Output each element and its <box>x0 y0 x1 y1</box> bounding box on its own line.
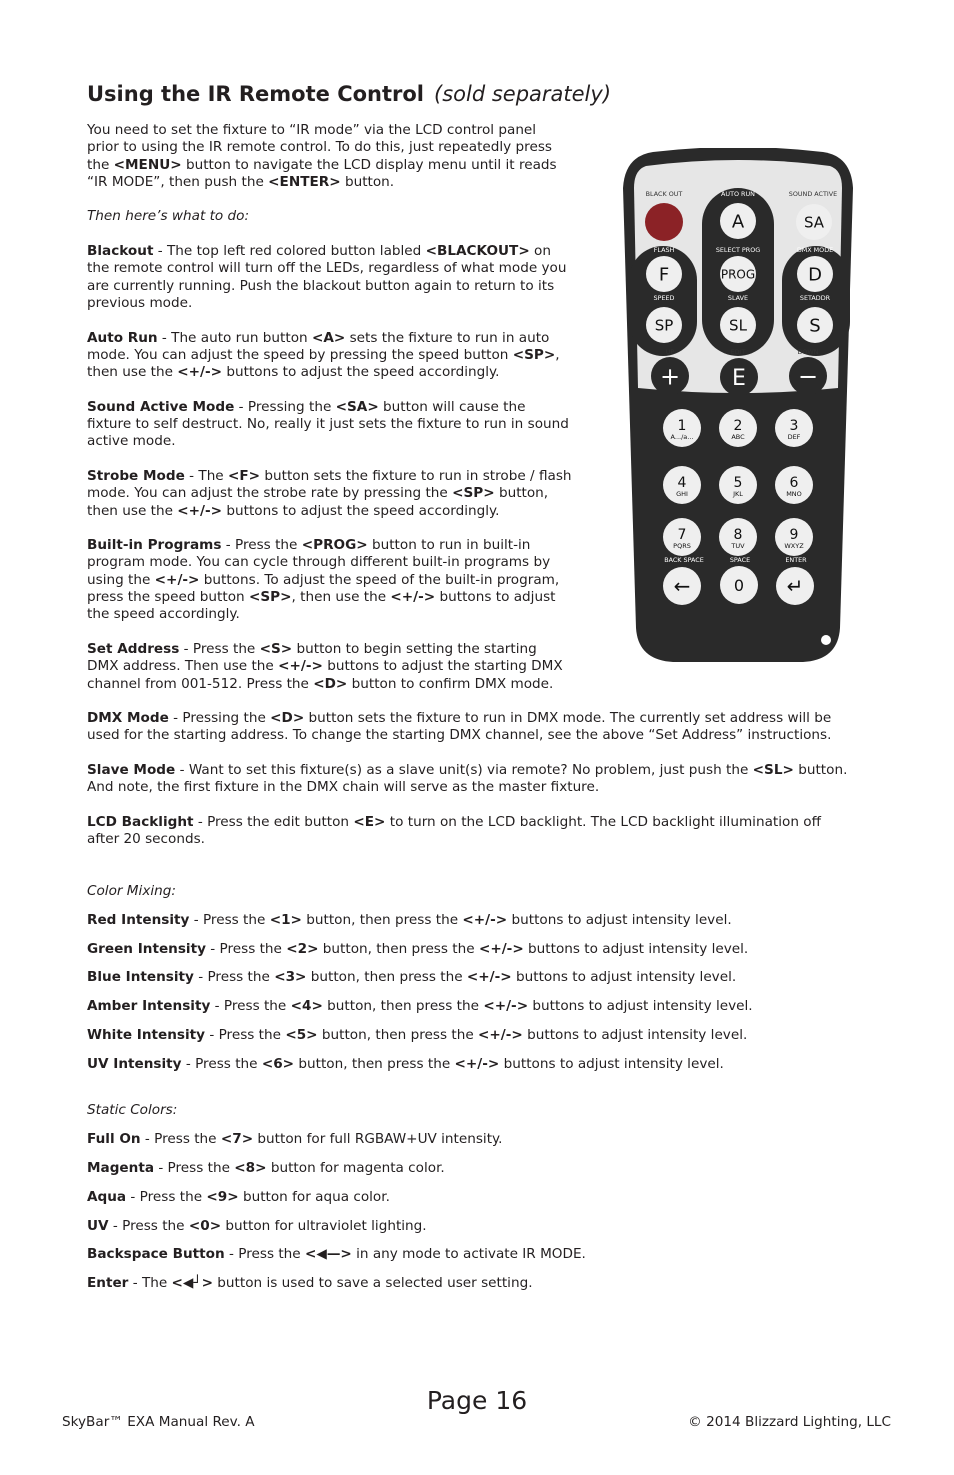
text-run: buttons. To adjust the speed of the built-in program, press the speed button <box>87 571 560 606</box>
text-run: buttons to adjust the speed accordingly. <box>222 502 500 519</box>
text-run: - The <box>128 1275 172 1292</box>
numpad-key-7-digit: 7 <box>677 527 687 543</box>
bold-term: <2> <box>286 940 319 957</box>
bold-term: <0> <box>188 1217 222 1234</box>
key-sl-label: SL <box>729 316 747 335</box>
bold-term: Set Address <box>87 640 180 657</box>
text-run: - Press the <box>205 1027 286 1044</box>
instruction-paragraph <box>87 399 572 451</box>
numpad-key-9-letters: WXYZ <box>784 542 804 550</box>
bold-term: <A> <box>311 329 346 346</box>
bold-term: Red Intensity <box>87 911 190 928</box>
numpad-key-6-digit: 6 <box>789 475 799 491</box>
text-run: - The <box>184 467 228 484</box>
numpad-key-6-letters: MNO <box>786 490 802 498</box>
text-run: on the remote control will turn off the LEDs, regardless of what mode you are currently running. Push the blackout button again to return to its previous mode. <box>87 243 567 311</box>
key-minus-label: − <box>797 362 819 391</box>
text-run: button, then press the <box>294 1056 455 1073</box>
color-mixing-row <box>87 1056 857 1073</box>
color-mixing-row <box>87 998 857 1015</box>
numpad-key-4-digit: 4 <box>677 475 687 491</box>
text-run: - Press the <box>154 1159 235 1176</box>
text-run: button sets the fixture to run in strobe / flash mode. You can adjust the strobe rate by pressing the <box>87 467 572 502</box>
bold-term: Full On <box>87 1130 141 1147</box>
static-color-row <box>87 1189 857 1206</box>
bold-term: <6> <box>261 1056 295 1073</box>
text-run: - Press the <box>181 1056 262 1073</box>
bold-term: <+/-> <box>478 1027 523 1044</box>
bold-term: Strobe Mode <box>87 467 185 484</box>
text-run: buttons to adjust intensity level. <box>511 969 737 986</box>
label-up: UP <box>665 348 675 356</box>
label-back-space: BACK SPACE <box>664 556 704 564</box>
bold-term: <ENTER> <box>268 173 341 190</box>
text-run: - Press the <box>189 911 270 928</box>
bold-term: <E> <box>353 813 386 830</box>
intro-paragraph <box>87 122 572 191</box>
key-backspace-label: ← <box>673 574 691 599</box>
numpad-key-9-digit: 9 <box>789 527 799 543</box>
text-run: You need to set the fixture to “IR mode” via the LCD control panel prior to using the IR remote control. To do this, just repeatedly press the <box>87 122 552 173</box>
numpad-key-3-letters: DEF <box>787 433 801 441</box>
label-speed: SPEED <box>653 294 675 302</box>
label-blackout: BLACK OUT <box>645 190 683 198</box>
color-mixing-row <box>87 969 857 986</box>
key-sa-label: SA <box>803 213 825 232</box>
text-run: sets the fixture to run in auto mode. You can adjust the speed by pressing the speed button <box>87 329 550 363</box>
bold-term: <7> <box>220 1130 254 1147</box>
bold-term: <MENU> <box>113 156 182 173</box>
bold-term: <1> <box>269 911 302 928</box>
text-run: - Press the edit button <box>193 813 354 830</box>
bold-term: Auto Run <box>87 329 158 346</box>
key-d-label: D <box>808 264 822 286</box>
text-run: button, then press the <box>322 998 484 1015</box>
bold-term: <3> <box>274 969 307 986</box>
label-down: DOWN <box>797 348 819 356</box>
bold-term: <SP> <box>248 589 292 606</box>
text-run: - Press the <box>140 1130 221 1147</box>
text-run: button, then press the <box>318 940 479 957</box>
numpad-key-8-digit: 8 <box>733 527 743 543</box>
title-subtitle: (sold separately) <box>434 82 612 106</box>
text-run: - The top left red colored button labled <box>153 243 426 260</box>
bold-term: <+/-> <box>177 502 223 519</box>
label-flash: FLASH <box>653 246 675 254</box>
text-run: buttons to adjust intensity level. <box>523 940 749 957</box>
text-run: buttons to adjust intensity level. <box>507 911 732 928</box>
bold-term: Backspace Button <box>87 1246 225 1263</box>
text-run: button for aqua color. <box>238 1188 390 1205</box>
text-run: button, then press the <box>301 911 463 928</box>
text-run: button will cause the fixture to self destruct. No, really it just sets the fixture to run in sound active mode. <box>87 398 569 450</box>
bold-term: <+/-> <box>462 911 508 928</box>
numpad-key-8-letters: TUV <box>731 542 745 550</box>
bold-term: <9> <box>206 1188 239 1205</box>
bold-term: <+/-> <box>466 969 512 986</box>
bold-term: Amber Intensity <box>87 998 211 1015</box>
text-run: button. <box>340 173 395 190</box>
text-run: - Press the <box>210 998 291 1015</box>
bold-term: <8> <box>234 1159 267 1176</box>
text-run: - Press the <box>205 940 287 957</box>
text-run: - Press the <box>179 640 260 657</box>
numpad-key-1-letters: A.../a... <box>670 433 694 441</box>
static-color-row <box>87 1246 857 1263</box>
text-run: buttons to adjust the speed accordingly. <box>222 364 500 381</box>
key-zero-label: 0 <box>733 575 745 595</box>
color-mixing-row <box>87 912 857 929</box>
color-mixing-heading: Color Mixing: <box>87 882 176 899</box>
label-select-prog: SELECT PROG <box>715 246 761 254</box>
color-mixing-row <box>87 941 857 958</box>
bold-term: <+/-> <box>278 658 323 675</box>
text-run: buttons to adjust intensity level. <box>528 998 753 1015</box>
footer-manual-title: SkyBar™ EXA Manual Rev. A <box>62 1414 255 1430</box>
text-run: button for magenta color. <box>266 1159 445 1176</box>
text-run: - Want to set this fixture(s) as a slave unit(s) via remote? No problem, just push the <box>175 761 753 778</box>
instruction-paragraph <box>87 641 572 693</box>
page-number: Page 16 <box>426 1386 528 1415</box>
static-color-row <box>87 1131 857 1148</box>
bold-term: <+/-> <box>454 1056 500 1073</box>
text-run: button to begin setting the starting DMX address. Then use the <box>87 640 537 675</box>
bold-term: Built-in Programs <box>87 537 222 554</box>
ir-led-dot <box>821 635 831 645</box>
key-s-label: S <box>809 315 821 337</box>
text-run: in any mode to activate IR MODE. <box>351 1246 586 1263</box>
text-run: button, then press the <box>306 969 467 986</box>
bold-term: UV <box>87 1217 109 1234</box>
bold-term: <+/-> <box>483 998 529 1015</box>
blackout-button <box>645 203 683 241</box>
text-run: - Press the <box>126 1188 207 1205</box>
text-run: button to confirm DMX mode. <box>347 675 554 692</box>
instruction-paragraph <box>87 762 857 797</box>
bold-term: UV Intensity <box>87 1056 182 1073</box>
bold-term: Aqua <box>87 1188 127 1205</box>
text-run: buttons to adjust intensity level. <box>499 1056 724 1073</box>
bold-term: <◀—> <box>304 1246 352 1263</box>
bold-term: <BLACKOUT> <box>425 243 530 260</box>
text-run: button to run in built-in program mode. You can cycle through different built-in programs by using the <box>87 537 551 588</box>
label-space: SPACE <box>729 556 751 564</box>
bold-term: Blackout <box>87 243 154 260</box>
label-setaddr: SETADDR <box>799 294 831 302</box>
bold-term: DMX Mode <box>87 710 169 727</box>
bold-term: <+/-> <box>154 571 200 588</box>
text-run: , then use the <box>291 589 391 606</box>
numpad-key-4-letters: GHI <box>676 490 688 498</box>
instruction-paragraph <box>87 468 572 520</box>
key-e-label: E <box>732 365 746 391</box>
bold-term: <SA> <box>335 398 379 415</box>
key-prog-label: PROG <box>720 267 756 282</box>
bold-term: <F> <box>228 467 261 484</box>
bold-term: Slave Mode <box>87 761 176 778</box>
color-mixing-row <box>87 1027 857 1044</box>
text-run: - The auto run button <box>157 329 312 346</box>
bold-term: <5> <box>285 1027 318 1044</box>
text-run: button. And note, the first fixture in the DMX chain will serve as the master fixture. <box>87 761 848 796</box>
numpad-key-2-letters: ABC <box>731 433 745 441</box>
numpad-key-1-digit: 1 <box>677 418 687 434</box>
page-title <box>87 82 611 106</box>
bold-term: <SP> <box>512 346 556 363</box>
text-run: , then use the <box>87 346 560 381</box>
key-sp-label: SP <box>654 316 674 335</box>
numpad-key-5-letters: JKL <box>733 490 743 498</box>
text-run: button for full RGBAW+UV intensity. <box>253 1130 503 1147</box>
text-run: - Press the <box>193 969 275 986</box>
label-auto-run: AUTO RUN <box>721 190 755 198</box>
text-run: buttons to adjust intensity level. <box>522 1027 748 1044</box>
key-f-label: F <box>658 264 670 286</box>
bold-term: <PROG> <box>301 537 368 554</box>
text-run: to turn on the LCD backlight. The LCD backlight illumination off after 20 seconds. <box>87 813 821 848</box>
label-sound-active: SOUND ACTIVE <box>788 190 838 198</box>
text-run: button, then use the <box>87 485 549 519</box>
text-run: button to navigate the LCD display menu until it reads “IR MODE”, then push the <box>87 156 557 190</box>
bold-term: <SP> <box>452 485 495 502</box>
color-mixing-section <box>87 883 857 1074</box>
static-color-row <box>87 1275 857 1292</box>
key-enter-label: ↵ <box>786 574 804 599</box>
instruction-paragraph <box>87 710 857 745</box>
text-run: button for ultraviolet lighting. <box>221 1217 427 1234</box>
key-a-label: A <box>731 211 745 233</box>
bold-term: <+/-> <box>390 589 436 606</box>
label-dmx-mode: DMX MODE <box>796 246 834 254</box>
static-color-row <box>87 1218 857 1235</box>
bold-term: Green Intensity <box>87 940 206 957</box>
numpad-key-5-digit: 5 <box>733 475 743 491</box>
instruction-paragraph <box>87 537 572 623</box>
label-enter: ENTER <box>785 556 807 564</box>
numpad-key-2-digit: 2 <box>733 418 743 434</box>
bold-term: Blue Intensity <box>87 969 194 986</box>
text-run: - Press the <box>108 1217 189 1234</box>
text-run: button, then press the <box>317 1027 479 1044</box>
bold-term: Enter <box>87 1275 129 1292</box>
text-run: buttons to adjust the starting DMX channel from 001-512. Press the <box>87 658 563 692</box>
bold-term: LCD Backlight <box>87 813 194 830</box>
label-edit: EDIT <box>730 348 746 356</box>
bold-term: <SL> <box>752 761 794 778</box>
ir-remote-illustration <box>618 148 858 666</box>
label-slave: SLAVE <box>727 294 749 302</box>
footer-copyright: © 2014 Blizzard Lighting, LLC <box>688 1414 891 1430</box>
text-run: - Pressing the <box>168 710 271 727</box>
then-heading: Then here’s what to do: <box>87 208 250 225</box>
instruction-paragraph <box>87 243 572 312</box>
bold-term: Sound Active Mode <box>87 398 235 415</box>
text-run: buttons to adjust the speed accordingly. <box>87 589 556 623</box>
instruction-paragraph <box>87 814 857 849</box>
numpad-key-7-letters: PQRS <box>673 542 691 550</box>
title-main: Using the IR Remote Control <box>87 82 425 106</box>
static-colors-section <box>87 1102 857 1293</box>
numpad-key-3-digit: 3 <box>789 418 799 434</box>
bold-term: <D> <box>270 710 305 727</box>
text-run: - Pressing the <box>234 398 336 415</box>
bold-term: <D> <box>313 675 348 692</box>
instruction-paragraph <box>87 330 572 382</box>
text-run: - Press the <box>221 537 302 554</box>
bold-term: <+/-> <box>177 364 223 381</box>
bold-term: White Intensity <box>87 1027 206 1044</box>
static-colors-heading: Static Colors: <box>87 1102 178 1118</box>
bold-term: <+/-> <box>478 940 524 957</box>
bold-term: <4> <box>290 998 323 1015</box>
text-run: - Press the <box>224 1246 305 1263</box>
bold-term: Magenta <box>87 1159 154 1176</box>
text-run: button is used to save a selected user setting. <box>212 1275 533 1292</box>
key-plus-label: + <box>659 362 681 391</box>
text-run: button sets the fixture to run in DMX mode. The currently set address will be used for the starting address. To change the starting DMX channel, see the above “Set Address” instructions. <box>87 710 832 744</box>
bold-term: <S> <box>259 640 293 657</box>
static-color-row <box>87 1160 857 1177</box>
bold-term: <◀┘> <box>171 1275 213 1292</box>
